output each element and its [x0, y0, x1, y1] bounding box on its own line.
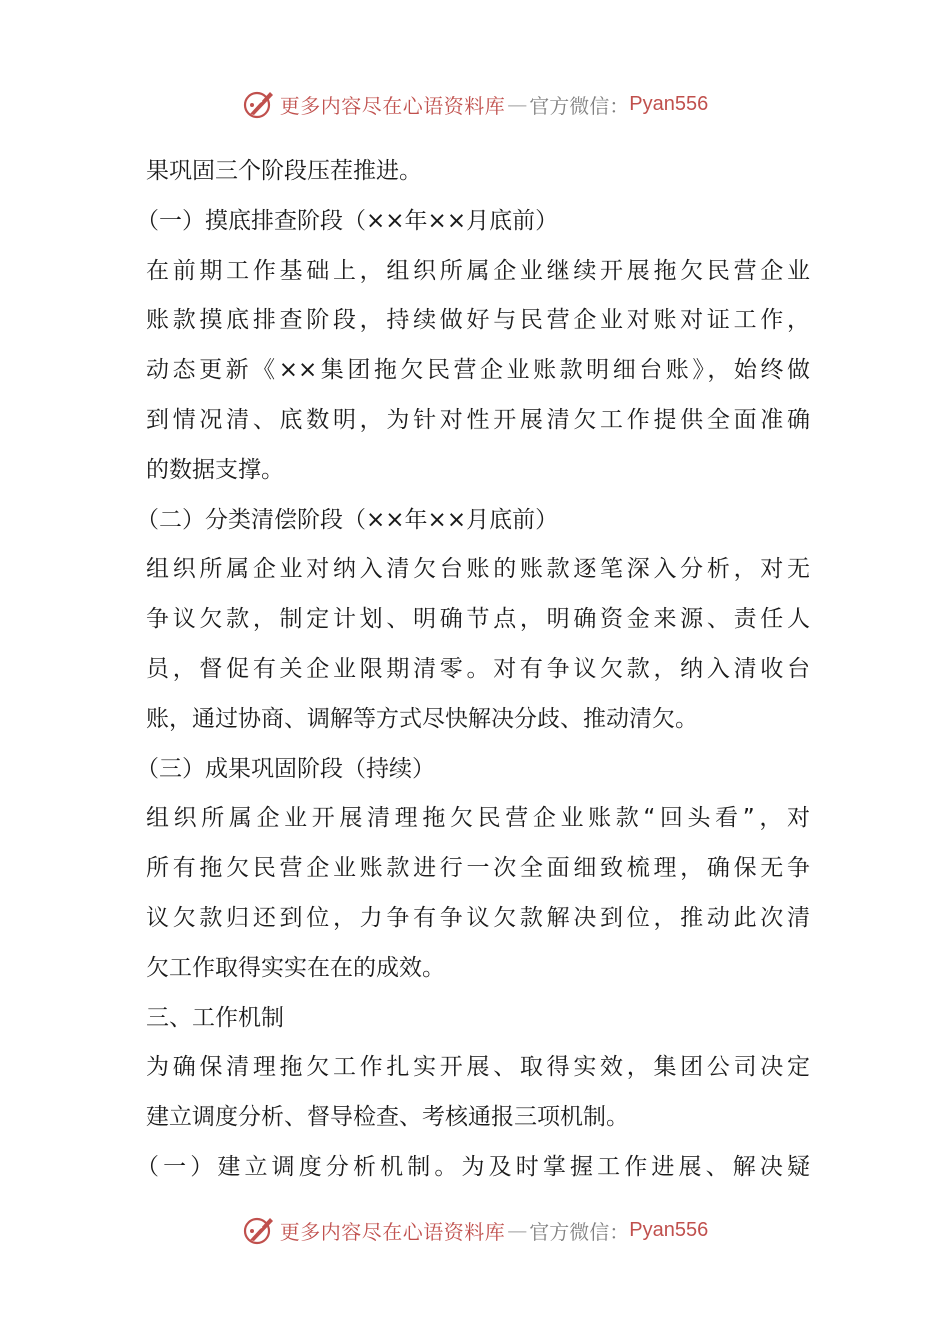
text-line: （一）建立调度分析机制。为及时掌握工作进展、解决疑 — [136, 1153, 810, 1180]
text-line: 账，通过协商、调解等方式尽快解决分歧、推动清欠。 — [146, 705, 698, 732]
text-line: 组织所属企业对纳入清欠台账的账款逐笔深入分析，对无 — [146, 556, 810, 583]
text-line: 欠工作取得实实在在的成效。 — [146, 954, 445, 981]
text-line: （三）成果巩固阶段（持续） — [136, 755, 435, 782]
text-line: （二）分类清偿阶段（××年××月底前） — [136, 506, 559, 533]
watermark-banner-bottom — [0, 1210, 950, 1250]
text-line: 议欠款归还到位，力争有争议欠款解决到位，推动此次清 — [146, 904, 810, 931]
text-line: 建立调度分析、督导检查、考核通报三项机制。 — [146, 1104, 629, 1131]
quill-logo-icon — [242, 1213, 276, 1247]
watermark-wechat-id: Pyan556 — [629, 1218, 709, 1241]
text-line: 为确保清理拖欠工作扎实开展、取得实效，集团公司决定 — [146, 1054, 810, 1081]
watermark-wechat-label: 官方微信： — [529, 93, 630, 118]
text-line: 动态更新《××集团拖欠民营企业账款明细台账》，始终做 — [146, 357, 810, 384]
watermark-banner-top — [0, 84, 950, 124]
text-line: 账款摸底排查阶段，持续做好与民营企业对账对证工作， — [146, 307, 810, 334]
watermark-text: 更多内容尽在心语资料库 — [279, 93, 506, 118]
text-line: 的数据支撑。 — [146, 456, 284, 483]
watermark-wechat-label: 官方微信： — [529, 1219, 630, 1244]
watermark-separator: — — [507, 1218, 528, 1242]
watermark-text: 更多内容尽在心语资料库 — [279, 1219, 506, 1244]
text-line: 所有拖欠民营企业账款进行一次全面细致梳理，确保无争 — [146, 855, 810, 882]
text-line: （一）摸底排查阶段（××年××月底前） — [136, 207, 559, 234]
text-line: 争议欠款，制定计划、明确节点，明确资金来源、责任人 — [146, 606, 810, 633]
document-body — [136, 147, 810, 1193]
text-line: 果巩固三个阶段压茬推进。 — [146, 158, 422, 184]
watermark-wechat-id: Pyan556 — [629, 92, 709, 115]
text-line: 组织所属企业开展清理拖欠民营企业账款“回头看”，对 — [146, 805, 810, 832]
text-line: 员，督促有关企业限期清零。对有争议欠款，纳入清收台 — [146, 655, 810, 682]
text-line: 三、工作机制 — [146, 1004, 284, 1031]
watermark-separator: — — [507, 92, 528, 116]
text-line: 在前期工作基础上，组织所属企业继续开展拖欠民营企业 — [146, 257, 810, 284]
quill-logo-icon — [242, 87, 276, 121]
text-line: 到情况清、底数明，为针对性开展清欠工作提供全面准确 — [146, 406, 810, 433]
